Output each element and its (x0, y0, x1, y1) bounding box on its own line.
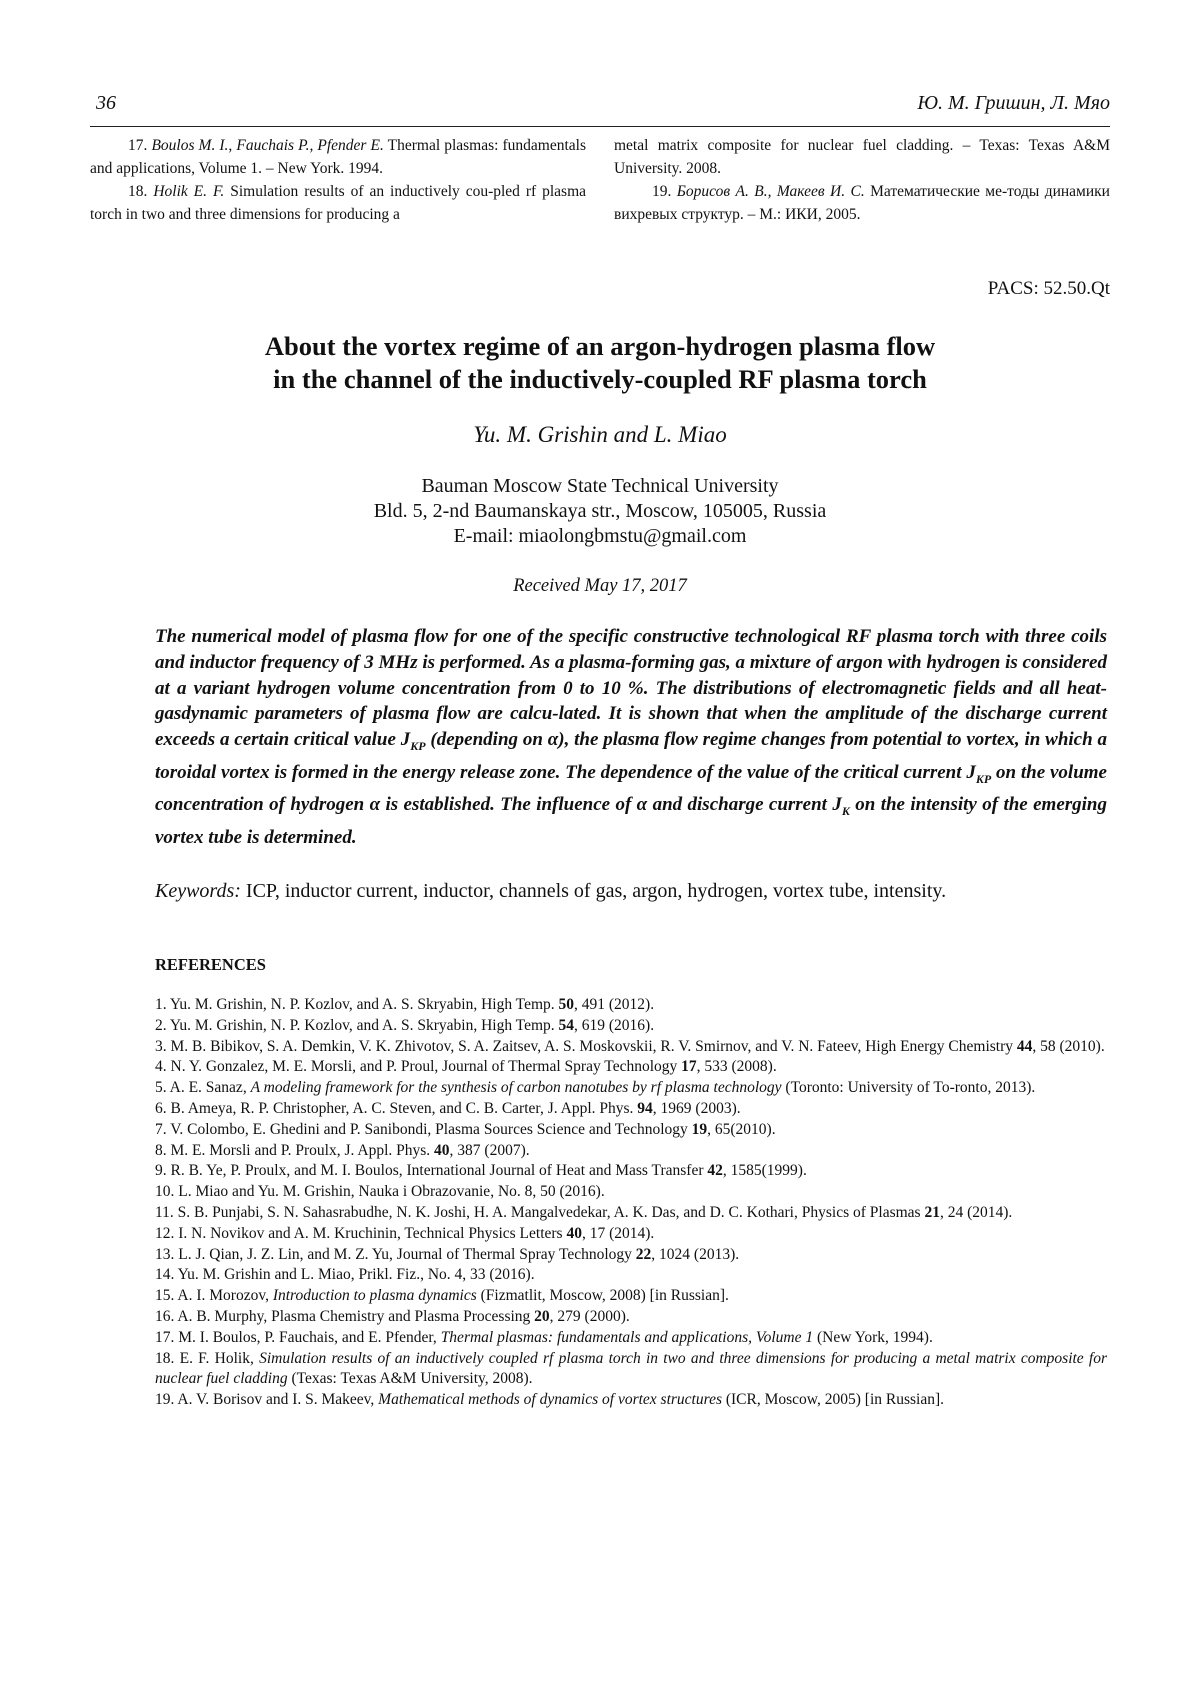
prev-ref-item (614, 180, 1110, 226)
references-heading: REFERENCES (155, 955, 266, 974)
reference-item (155, 1203, 1107, 1224)
reference-vol: 42 (707, 1162, 723, 1180)
reference-pre: 14. Yu. M. Grishin and L. Miao, Prikl. Fiz., No. 4, 33 (2016). (155, 1266, 535, 1284)
affiliation-address: Bld. 5, 2-nd Baumanskaya str., Moscow, 105005, Russia (373, 500, 827, 522)
reference-vol: 20 (534, 1307, 550, 1325)
reference-item (155, 1057, 1107, 1078)
reference-item (155, 1016, 1107, 1037)
reference-item (155, 1099, 1107, 1120)
reference-vol: 21 (924, 1203, 940, 1221)
prev-ref-number: 17. (128, 137, 148, 154)
prev-refs-column-left (90, 134, 586, 226)
prev-ref-text: Математические ме-тоды динамики вихревых структур. – М.: ИКИ, 2005. (614, 183, 1110, 223)
reference-pre: 16. A. B. Murphy, Plasma Chemistry and Plasma Processing (155, 1307, 535, 1325)
reference-pre: 2. Yu. M. Grishin, N. P. Kozlov, and A. S. Skryabin, High Temp. (155, 1016, 559, 1034)
reference-pre: 12. I. N. Novikov and A. M. Kruchinin, Technical Physics Letters (155, 1224, 567, 1242)
abstract-text: on the intensity of the emerging vortex tube is determined. (155, 794, 1108, 848)
header-rule (90, 126, 1110, 127)
pacs-code: PACS: 52.50.Qt (987, 278, 1110, 299)
reference-vol: 94 (637, 1099, 653, 1117)
abstract-subscript: KP (410, 738, 426, 753)
reference-pre: 11. S. B. Punjabi, S. N. Sahasrabudhe, N. K. Joshi, H. A. Mangalvedekar, A. K. Das, and D. C. Kothari, Physics of Plasmas (155, 1203, 925, 1221)
reference-post: , 65(2010). (707, 1120, 776, 1138)
reference-item (155, 1328, 1107, 1349)
reference-item (155, 995, 1107, 1016)
reference-pre: 8. M. E. Morsli and P. Proulx, J. Appl. Phys. (155, 1141, 435, 1159)
reference-post: (Fizmatlit, Moscow, 2008) [in Russian]. (476, 1287, 729, 1305)
prev-ref-number: 18. (128, 183, 148, 200)
reference-pre: 7. V. Colombo, E. Ghedini and P. Sanibondi, Plasma Sources Science and Technology (155, 1120, 692, 1138)
reference-vol: 44 (1016, 1037, 1033, 1055)
prev-ref-item (90, 180, 586, 226)
reference-post: , 1585(1999). (722, 1162, 807, 1180)
reference-pre: 13. L. J. Qian, J. Z. Lin, and M. Z. Yu, Journal of Thermal Spray Technology (155, 1245, 636, 1263)
abstract-text: The numerical model of plasma flow for one of the specific constructive technological RF plasma torch with three coils and inductor frequency of 3 MHz is performed. As a plasma-forming gas, a mixture of argon with hydrogen is considered at a variant hydrogen volume concentration from 0 to 10 %. The distributions of electromagnetic fields and all heat-gasdynamic parameters of plasma flow are calcu-lated. It is shown that when the amplitude of the discharge current exceeds a certain critical value J (155, 626, 1107, 751)
reference-pre: 9. R. B. Ye, P. Proulx, and M. I. Boulos, International Journal of Heat and Mass Transfer (155, 1162, 708, 1180)
reference-post: , 491 (2012). (574, 996, 655, 1013)
reference-item (155, 1265, 1107, 1286)
reference-pre: 3. M. B. Bibikov, S. A. Demkin, V. K. Zhivotov, S. A. Zaitsev, A. S. Moskovskii, R. V. Smirnov, and V. N. Fateev, High Energy Chemistry (155, 1037, 1017, 1055)
reference-pre: 1. Yu. M. Grishin, N. P. Kozlov, and A. S. Skryabin, High Temp. (155, 996, 559, 1013)
reference-vol: 22 (635, 1245, 652, 1263)
reference-item (155, 1037, 1107, 1058)
reference-post: , 619 (2016). (574, 1016, 655, 1034)
prev-ref-number: 19. (652, 183, 672, 200)
reference-pre: 17. M. I. Boulos, P. Fauchais, and E. Pfender, (155, 1328, 441, 1346)
reference-pre: 19. A. V. Borisov and I. S. Makeev, (155, 1391, 379, 1409)
reference-pre: 4. N. Y. Gonzalez, M. E. Morsli, and P. Proul, Journal of Thermal Spray Technology (155, 1058, 682, 1076)
abstract-text: on the volume concentration of hydrogen α is established. The influence of α and discharge current J (155, 761, 1107, 816)
reference-post: , 1969 (2003). (652, 1099, 741, 1117)
reference-vol: 54 (558, 1016, 574, 1034)
page-number: 36 (96, 92, 116, 114)
keywords-label: Keywords: (155, 880, 241, 902)
reference-item (155, 1349, 1107, 1391)
reference-pre: 6. B. Ameya, R. P. Christopher, A. C. Steven, and C. B. Carter, J. Appl. Phys. (155, 1099, 638, 1117)
received-date: Received May 17, 2017 (513, 576, 687, 596)
title-line-2: in the channel of the inductively-coupled RF plasma torch (273, 364, 927, 394)
prev-ref-authors: Boulos M. I., Fauchais P., Pfender E. (151, 137, 384, 154)
affiliation-name: Bauman Moscow State Technical University (421, 475, 779, 497)
reference-pre: 15. A. I. Morozov, (155, 1287, 273, 1305)
reference-vol: 40 (566, 1224, 582, 1242)
keywords (155, 880, 1107, 903)
prev-ref-continuation: metal matrix composite for nuclear fuel cladding. – Texas: Texas A&M University. 2008. (614, 137, 1110, 177)
reference-vol: 19 (691, 1120, 708, 1138)
reference-post: (New York, 1994). (813, 1328, 933, 1346)
reference-vol: 17 (681, 1058, 697, 1076)
title-line-1: About the vortex regime of an argon-hydrogen plasma flow (264, 331, 936, 361)
reference-vol: 40 (434, 1141, 450, 1159)
affiliation (90, 474, 1110, 549)
reference-item (155, 1182, 1107, 1203)
reference-item (155, 1245, 1107, 1266)
reference-item (155, 1120, 1107, 1141)
reference-post: , 533 (2008). (696, 1058, 777, 1076)
reference-item (155, 1161, 1107, 1182)
reference-pre: 5. A. E. Sanaz, (155, 1079, 251, 1097)
reference-post: , 17 (2014). (581, 1224, 655, 1242)
reference-ital: A modeling framework for the synthesis of carbon nanotubes by rf plasma technology (250, 1079, 782, 1097)
reference-item (155, 1141, 1107, 1162)
reference-post: (Toronto: University of To-ronto, 2013). (781, 1079, 1036, 1097)
reference-item (155, 1078, 1107, 1099)
reference-post: (ICR, Moscow, 2005) [in Russian]. (721, 1391, 944, 1409)
reference-ital: Simulation results of an inductively coupled rf plasma torch in two and three dimensions for producing a metal matrix composite for nuclear fuel cladding (155, 1349, 1108, 1388)
prev-ref-authors: Holik E. F. (153, 183, 225, 200)
prev-ref-authors: Борисов А. В., Макеев И. С. (676, 183, 865, 200)
running-authors: Ю. М. Гришин, Л. Мяо (917, 92, 1110, 114)
affiliation-email: E-mail: miaolongbmstu@gmail.com (453, 525, 747, 547)
reference-ital: Thermal plasmas: fundamentals and applications, Volume 1 (440, 1328, 814, 1346)
reference-vol: 50 (558, 996, 574, 1013)
reference-ital: Introduction to plasma dynamics (272, 1287, 477, 1305)
abstract (155, 624, 1107, 851)
prev-ref-text: Thermal plasmas: fundamentals and applications, Volume 1. – New York. 1994. (90, 137, 586, 177)
reference-item (155, 1286, 1107, 1307)
reference-post: , 24 (2014). (939, 1203, 1013, 1221)
references-list (155, 995, 1107, 1411)
running-header (90, 92, 1110, 122)
reference-post: (Texas: Texas A&M University, 2008). (287, 1370, 533, 1388)
reference-post: , 58 (2010). (1032, 1037, 1105, 1055)
keywords-text: ICP, inductor current, inductor, channels of gas, argon, hydrogen, vortex tube, intensity. (240, 880, 947, 902)
article-title (90, 330, 1110, 396)
prev-ref-text: Simulation results of an inductively cou-pled rf plasma torch in two and three dimensions for producing a (90, 183, 587, 223)
abstract-subscript: K (841, 804, 850, 819)
prev-ref-item (90, 134, 586, 180)
reference-post: , 279 (2000). (549, 1307, 630, 1325)
reference-pre: 10. L. Miao and Yu. M. Grishin, Nauka i Obrazovanie, No. 8, 50 (2016). (155, 1183, 605, 1201)
reference-item (155, 1390, 1107, 1411)
article-authors: Yu. M. Grishin and L. Miao (473, 422, 727, 447)
reference-post: , 1024 (2013). (651, 1245, 740, 1263)
reference-item (155, 1224, 1107, 1245)
reference-post: , 387 (2007). (449, 1141, 530, 1159)
prev-refs-column-right (614, 134, 1110, 226)
reference-item (155, 1307, 1107, 1328)
reference-ital: Mathematical methods of dynamics of vortex structures (378, 1391, 722, 1409)
abstract-subscript: KP (975, 771, 992, 786)
abstract-text: (depending on α), the plasma flow regime changes from potential to vortex, in which a toroidal vortex is formed in the energy release zone. The dependence of the value of the critical current J (155, 729, 1107, 783)
reference-pre: 18. E. F. Holik, (155, 1349, 260, 1367)
